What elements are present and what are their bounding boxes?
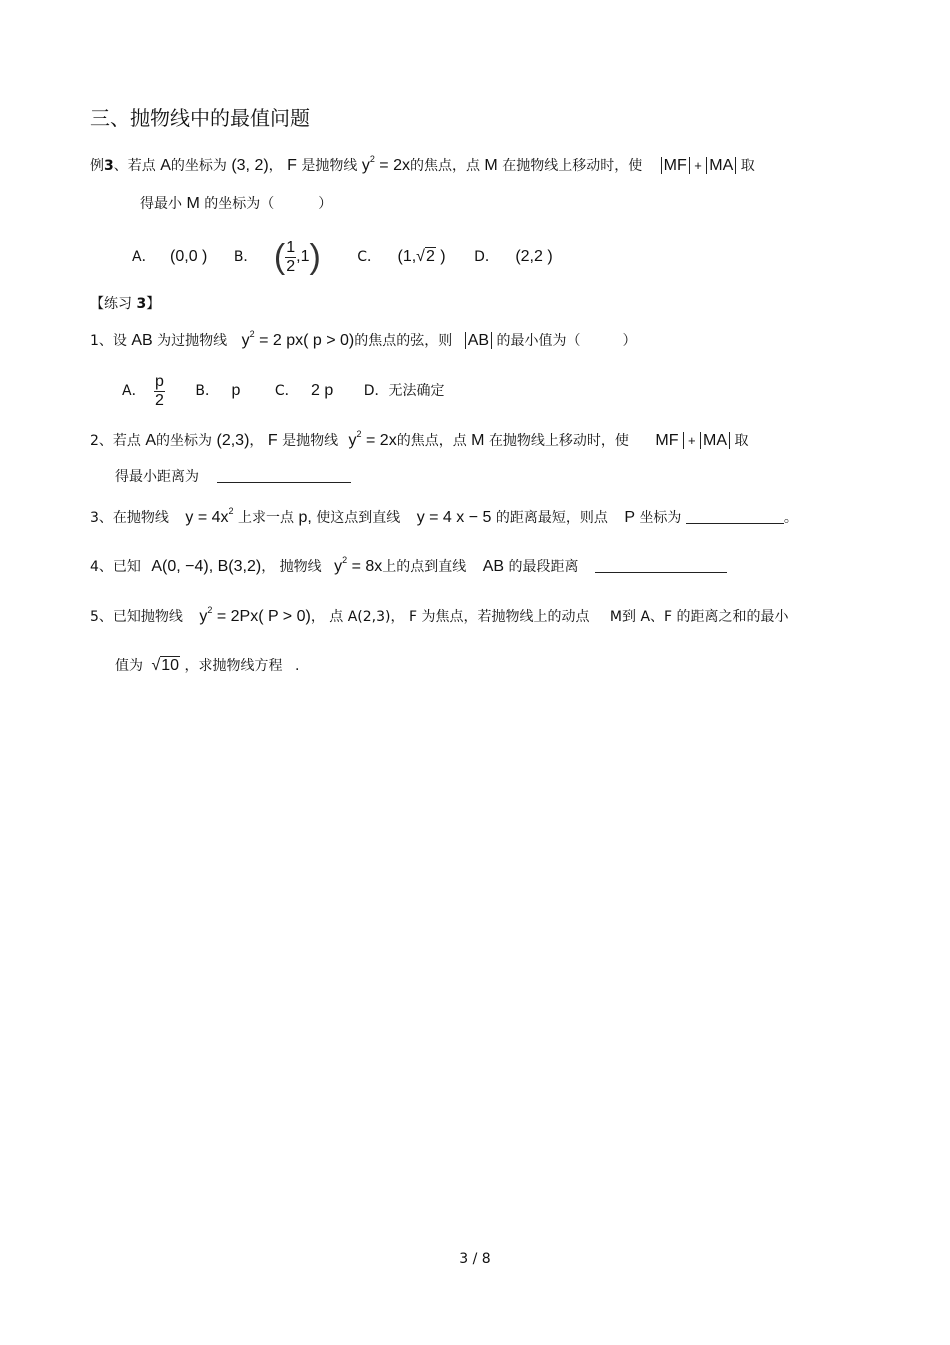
example-text: 是抛物线 bbox=[301, 158, 358, 174]
question-text: 为过抛物线 bbox=[157, 333, 228, 349]
focus-f: F bbox=[287, 157, 297, 174]
option-b-label: B． bbox=[233, 249, 258, 266]
question-text: 坐标为 bbox=[639, 510, 682, 526]
example-text: 取 bbox=[740, 158, 755, 174]
question-text: 是抛物线 bbox=[282, 433, 339, 449]
question-text: F 为焦点，若抛物线上的动点 bbox=[408, 609, 590, 625]
question-3 bbox=[90, 508, 798, 528]
point-m: M bbox=[609, 609, 623, 625]
option-d-value: (2,2 ) bbox=[515, 248, 553, 266]
point-m: M bbox=[484, 157, 498, 174]
parabola-equation: $y^2 = 8x$ bbox=[334, 555, 383, 575]
point-a: A bbox=[145, 432, 157, 449]
point-m: M bbox=[186, 195, 200, 212]
example-text: 的坐标为（ bbox=[204, 196, 275, 212]
option-a-label: A． bbox=[132, 249, 156, 266]
question-text: 值为 bbox=[115, 658, 143, 674]
option-d-label: D．无法确定 bbox=[363, 383, 445, 399]
separator: ， bbox=[261, 559, 276, 575]
question-1 bbox=[90, 331, 637, 351]
question-text: 的最小值为（ bbox=[496, 333, 581, 349]
example-text: ） bbox=[318, 196, 333, 212]
separator: ， bbox=[249, 433, 264, 449]
option-c-value: 2 p bbox=[311, 382, 334, 399]
option-a-value: (0,0 ) bbox=[170, 248, 208, 266]
question-text: 的距离最短，则点 bbox=[495, 510, 608, 526]
question-number: 5、已知抛物线 bbox=[90, 609, 183, 625]
page-number: 3 / 8 bbox=[459, 1251, 491, 1267]
question-1-options bbox=[122, 368, 445, 414]
answer-blank[interactable] bbox=[595, 558, 727, 573]
line-equation: y = 4 x − 5 bbox=[416, 509, 492, 526]
option-a-label: A． bbox=[122, 383, 146, 399]
point-m: M bbox=[471, 432, 485, 449]
distance-sum: MF + MA bbox=[655, 431, 730, 451]
option-b-value: ( $\frac{1}{2}$ ,1) bbox=[273, 238, 321, 276]
point-a: A(2,3) bbox=[347, 609, 391, 625]
option-a-value: $\frac{p}{2}$ bbox=[155, 372, 164, 409]
question-5-line-2 bbox=[115, 656, 299, 676]
point-a: A bbox=[160, 157, 171, 174]
question-text: . bbox=[294, 658, 300, 674]
option-c-label: C． bbox=[357, 249, 382, 266]
example-3-line-2 bbox=[140, 194, 332, 214]
question-text: 的焦点的弦，则 bbox=[354, 333, 453, 349]
question-text: 的焦点，点 bbox=[396, 433, 467, 449]
answer-blank[interactable] bbox=[686, 509, 784, 524]
parabola-equation: $y^2 = 2Px$( P > 0) bbox=[199, 605, 311, 625]
question-2-line-2 bbox=[115, 467, 351, 487]
question-text: ） bbox=[622, 333, 637, 349]
option-c-value: (1,√2 ) bbox=[397, 248, 446, 266]
question-text: 的最段距离 bbox=[508, 559, 579, 575]
question-5 bbox=[90, 607, 789, 627]
question-text: 点 bbox=[329, 609, 344, 625]
question-text: 上求一点 bbox=[237, 510, 294, 526]
parabola-equation: $y = 4x^2$ bbox=[185, 506, 234, 526]
question-text: 。 bbox=[783, 510, 798, 526]
sqrt-value: √10 bbox=[151, 657, 180, 674]
distance-sum: MF + MA bbox=[661, 156, 737, 176]
separator: ， bbox=[390, 609, 405, 625]
example-text: 的坐标为 bbox=[170, 158, 227, 174]
option-d-label: D． bbox=[474, 249, 499, 266]
example-text: 在抛物线上移动时，使 bbox=[502, 158, 643, 174]
question-number: 2、若点 bbox=[90, 433, 141, 449]
segment-ab: AB bbox=[482, 558, 505, 575]
section-title: 三、抛物线中的最值问题 bbox=[90, 106, 310, 130]
question-text: 上的点到直线 bbox=[382, 559, 467, 575]
example-text: 得最小 bbox=[140, 196, 182, 212]
example-text: 的焦点，点 bbox=[409, 158, 480, 174]
points-ab: A(0, −4), B(3,2) bbox=[151, 558, 262, 575]
question-text: 在抛物线上移动时，使 bbox=[488, 433, 629, 449]
parabola-equation: $y^2 = 2$ px( p > 0) bbox=[241, 329, 355, 349]
focus-f: F bbox=[267, 432, 278, 449]
question-text: 抛物线 bbox=[279, 559, 322, 575]
separator: ， bbox=[268, 158, 283, 174]
point-p: P bbox=[624, 509, 635, 526]
question-text: ，求抛物线方程 bbox=[184, 658, 283, 674]
question-number: 3、在抛物线 bbox=[90, 510, 169, 526]
coord-a: (3, 2) bbox=[231, 157, 269, 174]
question-4 bbox=[90, 557, 727, 577]
answer-blank[interactable] bbox=[217, 468, 351, 483]
parabola-equation: $y^2 = 2x$ bbox=[348, 429, 397, 449]
question-number: 1、设 bbox=[90, 333, 127, 349]
example-number: 3 bbox=[104, 158, 114, 174]
question-text: 使这点到直线 bbox=[316, 510, 401, 526]
coord-a: (2,3) bbox=[216, 432, 250, 449]
question-2 bbox=[90, 431, 748, 451]
parabola-equation: $y^2 = 2x$ bbox=[361, 154, 410, 174]
point-p: p, bbox=[298, 509, 312, 526]
question-number: 4、已知 bbox=[90, 559, 141, 575]
example-text: 、若点 bbox=[113, 158, 156, 174]
option-b-label: B． bbox=[195, 383, 219, 399]
option-c-label: C． bbox=[274, 383, 299, 399]
practice-heading: 【练习 3】 bbox=[90, 296, 161, 312]
example-prefix: 例 bbox=[90, 158, 104, 174]
question-text: 得最小距离为 bbox=[115, 469, 199, 485]
example-3-options bbox=[132, 232, 553, 282]
question-text: 的坐标为 bbox=[156, 433, 213, 449]
question-text: 到 A、F 的距离之和的最小 bbox=[622, 609, 789, 625]
separator: ， bbox=[310, 609, 325, 625]
question-text: 取 bbox=[734, 433, 749, 449]
option-b-value: p bbox=[231, 382, 241, 399]
segment-ab: AB bbox=[131, 332, 153, 349]
abs-ab: AB bbox=[465, 332, 492, 349]
example-3-line-1 bbox=[90, 156, 755, 176]
